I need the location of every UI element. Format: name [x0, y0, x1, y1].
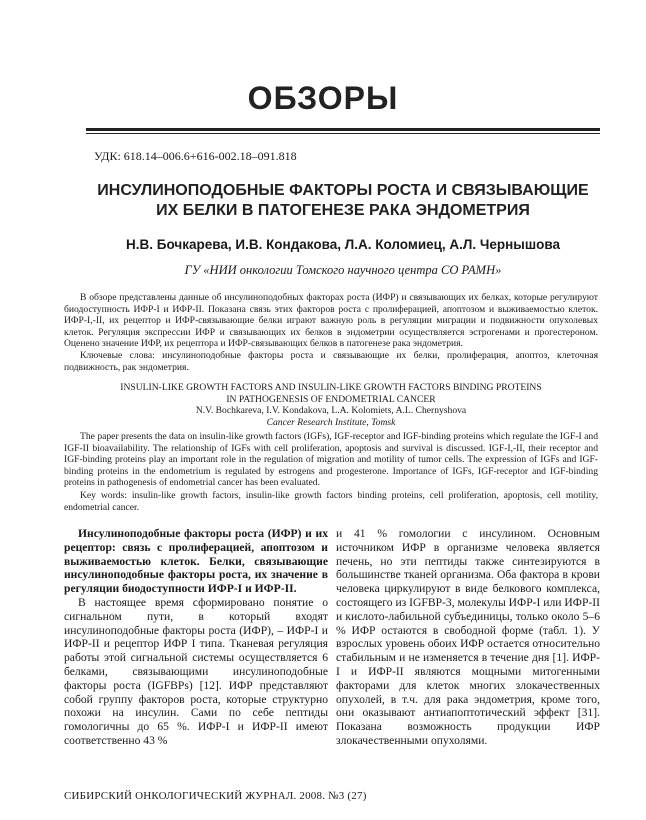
english-title-line1: INSULIN-LIKE GROWTH FACTORS AND INSULIN-LIKE GROWTH FACTORS BINDING PROTEINS [120, 382, 542, 393]
header-rule-thin [86, 133, 600, 134]
header-rule-thick [86, 128, 600, 131]
english-title [64, 382, 598, 405]
journal-footer: СИБИРСКИЙ ОНКОЛОГИЧЕСКИЙ ЖУРНАЛ. 2008. №3 (27) [64, 790, 367, 802]
abstract-en: The paper presents the data on insulin-like growth factors (IGFs), IGF-receptor and IGF-binding proteins which regulate the IGF-I and IGF-II bioavailability. The relationship of IGFs with cell proliferation, apoptosis and survival is discussed. IGF-I,-II, their receptor and IGF-binding proteins play an important role in the regulation of migration and motility of tumor cells. The expression of IGFs and IGF-binding proteins in the endometrium is regulated by estrogens and progesterone. Importance of IGFs, IGF-receptor and IGF-binding proteins in pathogenesis of endometrial cancer has been evaluated. [64, 431, 598, 488]
udk-code: УДК: 618.14–006.6+616-002.18–091.818 [94, 149, 297, 163]
affiliation: ГУ «НИИ онкологии Томского научного центра СО РАМН» [184, 263, 502, 277]
authors: Н.В. Бочкарева, И.В. Кондакова, Л.А. Коломиец, А.Л. Чернышова [126, 237, 560, 252]
english-affiliation: Cancer Research Institute, Tomsk [266, 417, 396, 428]
english-authors: N.V. Bochkareva, I.V. Kondakova, L.A. Kolomiets, A.L. Chernyshova [195, 405, 467, 416]
keywords-ru: Ключевые слова: инсулиноподобные факторы роста и связывающие их белки, пролиферация, апоптоз, клеточная подвижность, рак эндометрия. [64, 350, 598, 373]
abstract-ru: В обзоре представлены данные об инсулиноподобных факторах роста (ИФР) и связывающих их белках, которые регулируют биодоступность ИФР-I и ИФР-II. Показана связь этих факторов роста с пролиферацией, апоптозом и выживаемостью клеток. ИФР-I,-II, их рецептор и ИФР-связывающие белки играют важную роль в регуляции миграции и подвижности опухолевых клеток. Регуляция экспрессии ИФР и связывающих их белков в эндометрии осуществляется эстрогенами и прогестероном. Оценено значение ИФР, их рецептора и ИФР-связывающих белков в патогенезе рака эндометрия. [64, 292, 598, 349]
left-column [64, 527, 328, 748]
keywords-en: Key words: insulin-like growth factors, insulin-like growth factors binding proteins, cell proliferation, apoptosis, cell motility, endometrial cancer. [64, 490, 598, 513]
left-body-paragraph: В настоящее время сформировано понятие о сигнальном пути, в который входят инсулиноподобные факторы роста (ИФР), – ИФР-I и ИФР-II и рецептор ИФР I типа. Тканевая регуляция работы этой сигнальной системы осуществляется 6 белками, связывающими инсулиноподобные факторы роста (IGFBPs) [12]. ИФР представляют собой группу факторов роста, которые структурно похожи на инсулин. Сами по себе пептиды гомологичны до 65 %. ИФР-I и ИФР-II имеют соответственно 43 % [64, 595, 328, 747]
right-body-paragraph: и 41 % гомологии с инсулином. Основным источником ИФР в организме человека является печень, но эти пептиды также синтезируются в большинстве тканей организма. Оба фактора в крови человека циркулируют в виде белкового комплекса, состоящего из IGFBP-3, молекулы ИФР-I или ИФР-II и кислото-лабильной субъединицы, только около 5–6 % ИФР остаются в свободной форме (табл. 1). У взрослых уровень обоих ИФР остается относительно стабильным и не изменяется в течение дня [1]. ИФР-I и ИФР-II являются мощными митогенными факторами для клеток многих злокачественных опухолей, в т.ч. для рака эндометрия, кроме того, они оказывают антиапоптотический эффект [31]. Показана возможность продукции ИФР злокачественными опухолями. [336, 527, 600, 747]
article-title-line2: ИХ БЕЛКИ В ПАТОГЕНЕЗЕ РАКА ЭНДОМЕТРИЯ [156, 202, 530, 219]
article-title [60, 181, 626, 221]
right-column [336, 527, 600, 748]
section-title: ОБЗОРЫ [247, 80, 399, 116]
article-title-line1: ИНСУЛИНОПОДОБНЫЕ ФАКТОРЫ РОСТА И СВЯЗЫВАЮЩИЕ [97, 182, 589, 199]
english-title-line2: IN PATHOGENESIS OF ENDOMETRIAL CANCER [226, 393, 436, 405]
section-heading: Инсулиноподобные факторы роста (ИФР) и их рецептор: связь с пролиферацией, апоптозом и выживаемостью клеток. Белки, связывающие инсулиноподобные факторы роста, их значение в регуляции биодоступности ИФР-I и ИФР-II. [64, 527, 328, 596]
